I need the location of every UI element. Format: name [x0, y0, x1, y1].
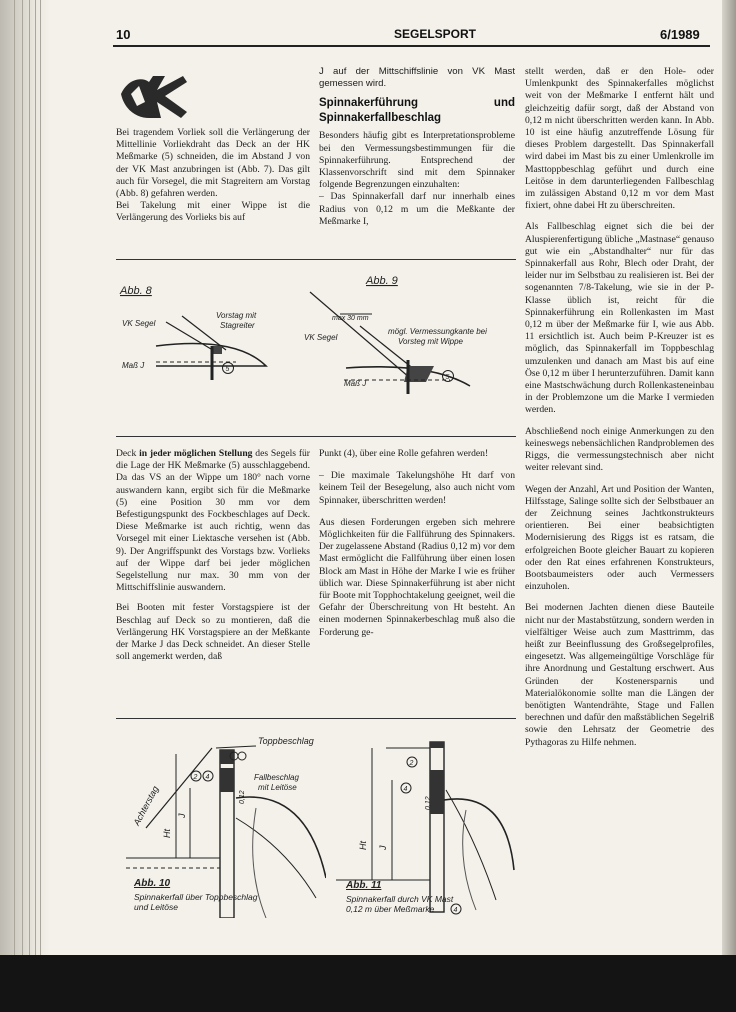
paragraph: Wegen der Anzahl, Art und Position der Wanten, Hilfsstage, Salinge sollte sich der Selbstbauer an der Zeichnung seines Jachtkonstrukteurs orientieren. Bei einer beabsichtigten Modernisierung des Riggs ist es ratsam, die erfolgreichen Boote gleicher Bauart zu kopieren oder den Rat eines erfahrenen Konstrukteurs, Bootsbaumeisters oder auch Vermessers einzuholen. — [525, 483, 714, 593]
abb9-title: Abb. 9 — [366, 275, 398, 287]
paragraph: Besonders häufig gibt es Interpretationsprobleme bei den Vermessungsbestimmungen für die Spinnakerführung. Entsprechend der Klassenvorschrift sind mit dem Spinnaker folgende Begrenzungen einzuhalten: — [319, 130, 515, 191]
paragraph: J auf der Mittschiffslinie von VK Mast gemessen wird. — [319, 66, 515, 90]
page-binding — [0, 0, 50, 1012]
page-edge-shadow — [722, 0, 736, 955]
paragraph: Deck in jeder möglichen Stellung des Segels für die Lage der HK Meßmarke (5) ausschlaggebend. Da das VS an der Wippe um 180° nach vorne auswandern kann, ergibt sich für die Meßmarke (5) eine Position 30 mm vor dem Befestigungspunkt des Fockbeschlages auf Deck. Diese Meßmarke ist auch richtig, wenn das Vorsegel mit einer Liektasche versehen ist (Abb. 9). Der Angriffspunkt des Vorstags bzw. Vorlieks auf der Wippe darf bei jeder möglichen Segelstellung nur max. 30 mm von der Mittschiffslinie auswandern. — [116, 448, 311, 594]
paragraph: Als Fallbeschlag eignet sich die bei der Aluspierenfertigung übliche „Mastnase“ genauso gut wie ein „Abstandhalter“ nur für das Spinnakerfall aus Rohr, Blech oder Draht, der leider nur im Selbstbau zu realisieren ist. Bei der sogenannten 7/8-Takelung, wie sie in der P-Klasse üblich ist, reicht für die Spinnakerführung ein Rollenkasten im Mast 0,12 m über der Meßmarke für I, wie aus Abb. 11 ersichtlich ist. Auch beim P-Kreuzer ist es möglich, das Spinnakerfall im Toppbeschlag umzulenken und danach am Mast bis auf eine Öse 0,12 m über I herunterzuführen. Damit kann eine Mastschwächung durch Rollenkasteneinbau in der Problemzone um die Marke I vermieden werden. — [525, 221, 714, 416]
scan-bottom-border — [0, 955, 736, 1012]
column2-top — [319, 66, 515, 228]
paragraph: Aus diesen Forderungen ergeben sich mehrere Möglichkeiten für die Fallführung des Spinnakers. Der zugelassene Abstand (Radius 0,12 m) vor dem Mast ermöglicht die Fallführung über einen losen Block am Mast in Höhe der Marke I wie es früher üblich war. Diese Spinnakerführung ist aber nicht für Boote mit Topphochtakelung geeignet, weil die Gefahr der Überschreitung von Ht besteht. An einen modernen Spinnakerbeschlag muß also die Forderung ge- — [319, 516, 515, 638]
paragraph: – Die maximale Takelungshöhe Ht darf von keinem Teil der Besegelung, also auch nicht vom Spinnaker, überschritten werden! — [319, 470, 515, 506]
abb11-ht: Ht — [358, 841, 368, 850]
abb9-moegl-2: Vorsteg mit Wippe — [398, 337, 463, 346]
paragraph: Bei Takelung mit einer Wippe ist die Verlängerung des Vorlieks bis auf — [116, 200, 310, 224]
abb10-caption-1: Spinnakerfall über Toppbeschlag — [134, 892, 258, 902]
paragraph: Bei modernen Jachten dienen diese Bauteile nicht nur der Mastabstützung, sondern werden in vielfältiger Weise auch zum Masttrimm, das heißt zur Beeinflussung des Großsegelprofiles, eingesetzt. Was allgemeingültige Vorschläge für ihre Anordnung und Gestaltung erschwert. Aus Gründen der Kostenersparnis und Materialökonomie sollte man die Längen der benötigten Wantendrähte, Stage und Fallen berechnen und dafür den maßstäblichen Segelriß sowie den Lehrsatz der Geometrie des Pythagoras zu Hilfe nehmen. — [525, 602, 714, 748]
abb11-title: Abb. 11 — [346, 880, 382, 891]
abb9-moegl-1: mögl. Vermessungkante bei — [388, 327, 487, 336]
figure-separator — [116, 718, 516, 719]
abb10-fall-1: Fallbeschlag — [254, 773, 299, 782]
abb10-dim: 0,12 — [239, 790, 246, 804]
issue-number: 6/1989 — [660, 27, 700, 42]
figure-separator — [116, 259, 516, 260]
figure-abb10 — [116, 728, 326, 918]
abb8-vk-segel: VK Segel — [122, 319, 156, 328]
abb11-marker-4: 4 — [403, 786, 408, 793]
abb11-j: J — [378, 845, 388, 850]
abb10-title: Abb. 10 — [134, 878, 171, 889]
paragraph: stellt werden, daß er den Hole- oder Umlenkpunkt des Spinnakerfalles möglichst weit von der Meßmarke I entfernt hält und gleichzeitig dafür sorgt, daß der Abstand von 0,12 m nicht überschritten werden kann. In Abb. 10 ist eine häufig anzutreffende Lösung für dieses Problem dargestellt. Das Spinnakerfall wird dabei im Mast bis zu einer Umlenkrolle im Masttoppbeschlag geführt und durch eine Leitöse in dem darunterliegenden Fallbeschlag im zulässigen Abstand 0,12 m vor dem Mast fixiert, ohne dabei Ht zu überschreiten. — [525, 66, 714, 212]
abb10-caption-2: und Leitöse — [134, 902, 178, 912]
abb9-vk-segel: VK Segel — [304, 333, 338, 342]
abb8-stagreiter: Stagreiter — [220, 321, 255, 330]
paragraph: Bei tragendem Vorliek soll die Verlängerung der Mittellinie Vorliekdraht das Deck an der HK Meßmarke (5) schneiden, die im Abstand J von der VK Mast anzubringen ist (Abb. 7). Das gilt auch für Vorsegel, die mit Stagreitern am Vorstag (Abb. 8) gefahren werden. — [116, 127, 310, 200]
magazine-title: SEGELSPORT — [394, 27, 477, 41]
section-heading: Spinnakerführung und Spinnakerfallbeschlag — [319, 97, 515, 125]
abb8-title: Abb. 8 — [120, 285, 152, 297]
column3 — [525, 66, 714, 749]
figure-separator — [116, 436, 516, 437]
paragraph: – Das Spinnakerfall darf nur innerhalb eines Radius von 0,12 m um die Meßkante der Meßmarke I, — [319, 191, 515, 227]
abb9-mass: Maß J — [344, 379, 367, 388]
paragraph: Bei Booten mit fester Vorstagspiere ist der Beschlag auf Deck so zu montieren, daß die Verlängerung HK Vorstagspiere an der Meßkante der Marke J das Deck schneidet. An dieser Stelle soll angemerkt werden, daß — [116, 602, 310, 663]
abb11-caption-1: Spinnakerfall durch VK Mast — [346, 894, 454, 904]
figure-abb11 — [326, 740, 516, 920]
figure-abb8 — [116, 270, 316, 400]
abb8-mass: Maß J — [122, 361, 145, 370]
paragraph: Punkt (4), über eine Rolle gefahren werden! — [319, 448, 489, 459]
column2-middle — [319, 448, 515, 639]
abb11-caption-marker: 4 — [453, 907, 458, 914]
figure-abb9 — [300, 270, 515, 400]
abb11-caption-2: 0,12 m über Meßmarke — [346, 904, 435, 914]
abb10-achter: Achterstag — [131, 784, 161, 828]
abb10-topp: Toppbeschlag — [258, 736, 314, 746]
abb11-marker-2: 2 — [409, 760, 414, 767]
header-rule — [113, 45, 710, 47]
vk-logo — [117, 72, 189, 122]
page-number: 10 — [116, 27, 131, 42]
paragraph: Abschließend noch einige Anmerkungen zu den keineswegs nebensächlichen Randproblemen des Riggs, die vermessungstechnisch aber nicht weiter relevant sind. — [525, 425, 714, 474]
column1-top — [116, 127, 310, 225]
abb10-ht: Ht — [162, 829, 172, 838]
column1-middle — [116, 448, 310, 663]
abb9-max: max 30 mm — [332, 315, 369, 322]
abb10-fall-2: mit Leitöse — [258, 783, 297, 792]
abb10-marker-4: 4 — [205, 774, 210, 781]
abb11-dim: 0,12 — [425, 796, 432, 810]
abb8-marker: 5 — [225, 366, 230, 373]
abb10-marker-2: 2 — [193, 774, 198, 781]
abb10-j: J — [177, 813, 187, 818]
abb9-marker: 5 — [445, 374, 450, 381]
abb8-vorstag: Vorstag mit — [216, 311, 257, 320]
